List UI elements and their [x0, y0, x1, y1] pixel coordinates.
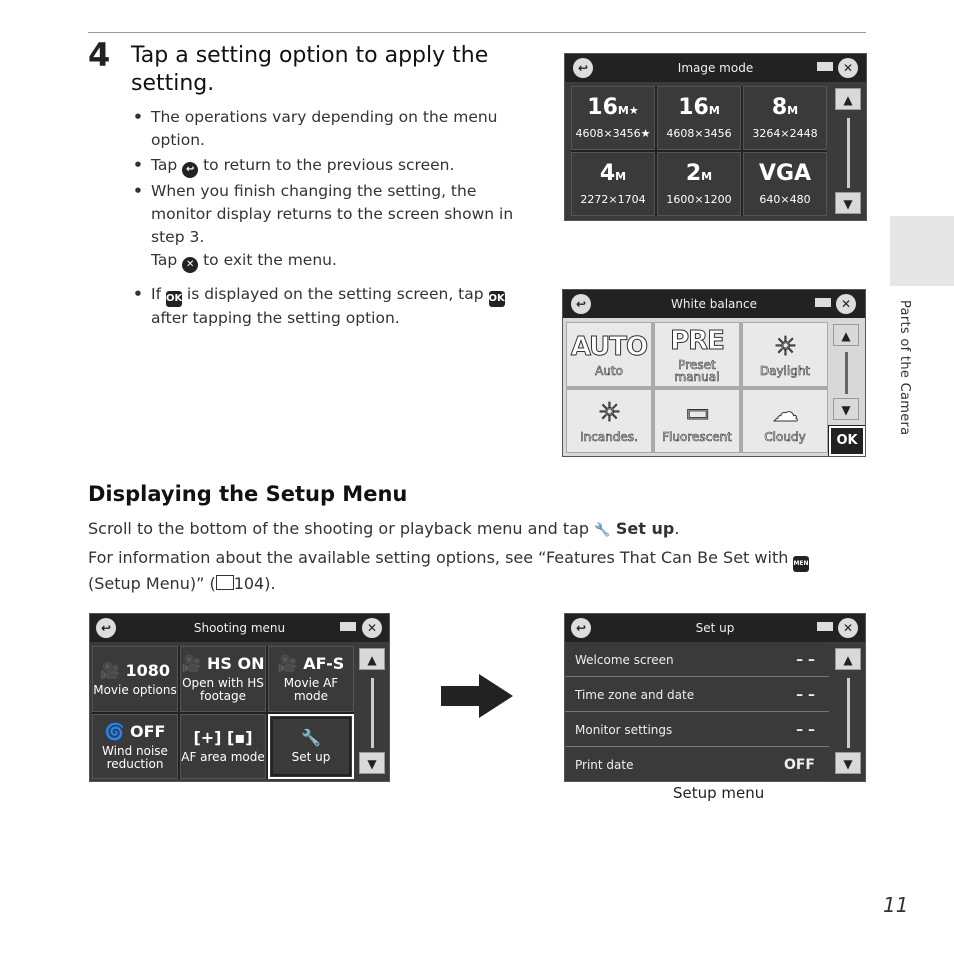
bullet-3: • When you finish changing the setting, the monitor display returns to the screen shown in step 3. Tap ✕ to exit the menu.	[131, 180, 526, 273]
figure-caption: Setup menu	[673, 784, 765, 802]
af-area-icon: [+] [▪]	[193, 728, 253, 748]
back-icon[interactable]: ↩	[571, 618, 591, 638]
battery-icon	[817, 62, 833, 71]
ok-icon: OK	[489, 291, 505, 307]
shooting-menu-screen	[89, 613, 390, 782]
screen-title: Set up	[565, 614, 865, 642]
battery-icon	[817, 622, 833, 631]
menu-icon: MENU	[793, 556, 809, 572]
scrollbar[interactable]	[847, 118, 850, 188]
close-icon: ✕	[182, 257, 198, 273]
white-balance-grid	[566, 322, 828, 453]
screen-title: Image mode	[565, 54, 866, 82]
back-icon: ↩	[182, 162, 198, 178]
close-icon[interactable]: ✕	[362, 618, 382, 638]
scroll-down-icon[interactable]: ▼	[835, 192, 861, 214]
screen-title: White balance	[563, 290, 865, 318]
ok-button[interactable]: OK	[829, 426, 865, 456]
setup-row-print-date[interactable]: Print date OFF	[565, 748, 829, 782]
scroll-up-icon[interactable]: ▲	[833, 324, 859, 346]
bullet-4: • If OK is displayed on the setting screen, tap OK after tapping the setting option.	[131, 283, 526, 330]
setup-row-monitor-settings[interactable]: Monitor settings – –	[565, 713, 829, 747]
sun-icon: ☼	[773, 331, 797, 362]
fluorescent-icon: ▭	[685, 398, 709, 429]
option-vga[interactable]: VGA 640×480	[743, 152, 827, 216]
menu-item-hs-footage[interactable]: 🎥 HS ON Open with HS footage	[180, 646, 266, 712]
back-icon[interactable]: ↩	[571, 294, 591, 314]
wb-fluorescent[interactable]: ▭ Fluorescent	[654, 389, 740, 454]
paragraph-1: Scroll to the bottom of the shooting or playback menu and tap 🔧 Set up.	[88, 519, 680, 538]
scroll-up-icon[interactable]: ▲	[835, 648, 861, 670]
option-16m-star[interactable]: 16M★ 4608×3456★	[571, 86, 655, 150]
scroll-down-icon[interactable]: ▼	[833, 398, 859, 420]
scroll-up-icon[interactable]: ▲	[835, 88, 861, 110]
wb-auto[interactable]: AUTO Auto	[566, 322, 652, 387]
menu-item-set-up[interactable]: 🔧 Set up	[268, 714, 354, 780]
bullet-1: • The operations vary depending on the menu option.	[131, 106, 526, 152]
wb-daylight[interactable]: ☼ Daylight	[742, 322, 828, 387]
movie-icon: 🎥 1080	[99, 660, 171, 680]
screen-title: Shooting menu	[90, 614, 389, 642]
battery-icon	[815, 298, 831, 307]
bullet-list	[131, 106, 526, 332]
scroll-up-icon[interactable]: ▲	[359, 648, 385, 670]
ok-icon: OK	[166, 291, 182, 307]
hs-movie-icon: 🎥 HS ON	[181, 654, 265, 674]
bulb-icon: ☼	[597, 398, 621, 429]
scroll-down-icon[interactable]: ▼	[359, 752, 385, 774]
wrench-icon: 🔧	[301, 728, 321, 748]
step-number: 4	[88, 36, 111, 74]
wind-noise-icon: 🌀 OFF	[104, 721, 166, 741]
image-mode-screen	[564, 53, 867, 221]
cloud-icon: ☁	[772, 398, 798, 429]
shooting-menu-grid	[92, 646, 354, 779]
option-8m[interactable]: 8M 3264×2448	[743, 86, 827, 150]
image-mode-grid	[571, 86, 827, 216]
white-balance-screen	[562, 289, 866, 457]
menu-item-movie-options[interactable]: 🎥 1080 Movie options	[92, 646, 178, 712]
back-icon[interactable]: ↩	[573, 58, 593, 78]
scroll-down-icon[interactable]: ▼	[835, 752, 861, 774]
scrollbar[interactable]	[847, 678, 850, 748]
wb-incandescent[interactable]: ☼ Incandes.	[566, 389, 652, 454]
setup-row-welcome-screen[interactable]: Welcome screen – –	[565, 643, 829, 677]
book-icon	[216, 575, 234, 590]
side-tab	[890, 216, 954, 286]
setup-screen	[564, 613, 866, 782]
scrollbar[interactable]	[845, 352, 848, 394]
setup-row-time-zone[interactable]: Time zone and date – –	[565, 678, 829, 712]
wrench-icon: 🔧	[594, 523, 611, 538]
page-number: 11	[883, 893, 909, 917]
option-16m[interactable]: 16M 4608×3456	[657, 86, 741, 150]
wb-preset-manual[interactable]: PRE Preset manual	[654, 322, 740, 387]
menu-item-af-area[interactable]: [+] [▪] AF area mode	[180, 714, 266, 780]
top-rule	[88, 32, 866, 33]
paragraph-2: For information about the available setting options, see “Features That Can Be Set with MENU (Setup Menu)” ( 104).	[88, 548, 814, 593]
section-heading: Displaying the Setup Menu	[88, 482, 408, 506]
scrollbar[interactable]	[371, 678, 374, 748]
side-tab-label: Parts of the Camera	[897, 300, 912, 436]
arrow-right-icon	[441, 674, 513, 718]
close-icon[interactable]: ✕	[838, 58, 858, 78]
menu-item-movie-af[interactable]: 🎥 AF-S Movie AF mode	[268, 646, 354, 712]
close-icon[interactable]: ✕	[838, 618, 858, 638]
af-movie-icon: 🎥 AF-S	[277, 654, 345, 674]
step-title: Tap a setting option to apply the setting.	[131, 43, 489, 96]
back-icon[interactable]: ↩	[96, 618, 116, 638]
bullet-2: • Tap ↩ to return to the previous screen.	[131, 154, 526, 178]
wb-cloudy[interactable]: ☁ Cloudy	[742, 389, 828, 454]
menu-item-wind-noise[interactable]: 🌀 OFF Wind noise reduction	[92, 714, 178, 780]
option-4m[interactable]: 4M 2272×1704	[571, 152, 655, 216]
close-icon[interactable]: ✕	[836, 294, 856, 314]
option-2m[interactable]: 2M 1600×1200	[657, 152, 741, 216]
battery-icon	[340, 622, 356, 631]
